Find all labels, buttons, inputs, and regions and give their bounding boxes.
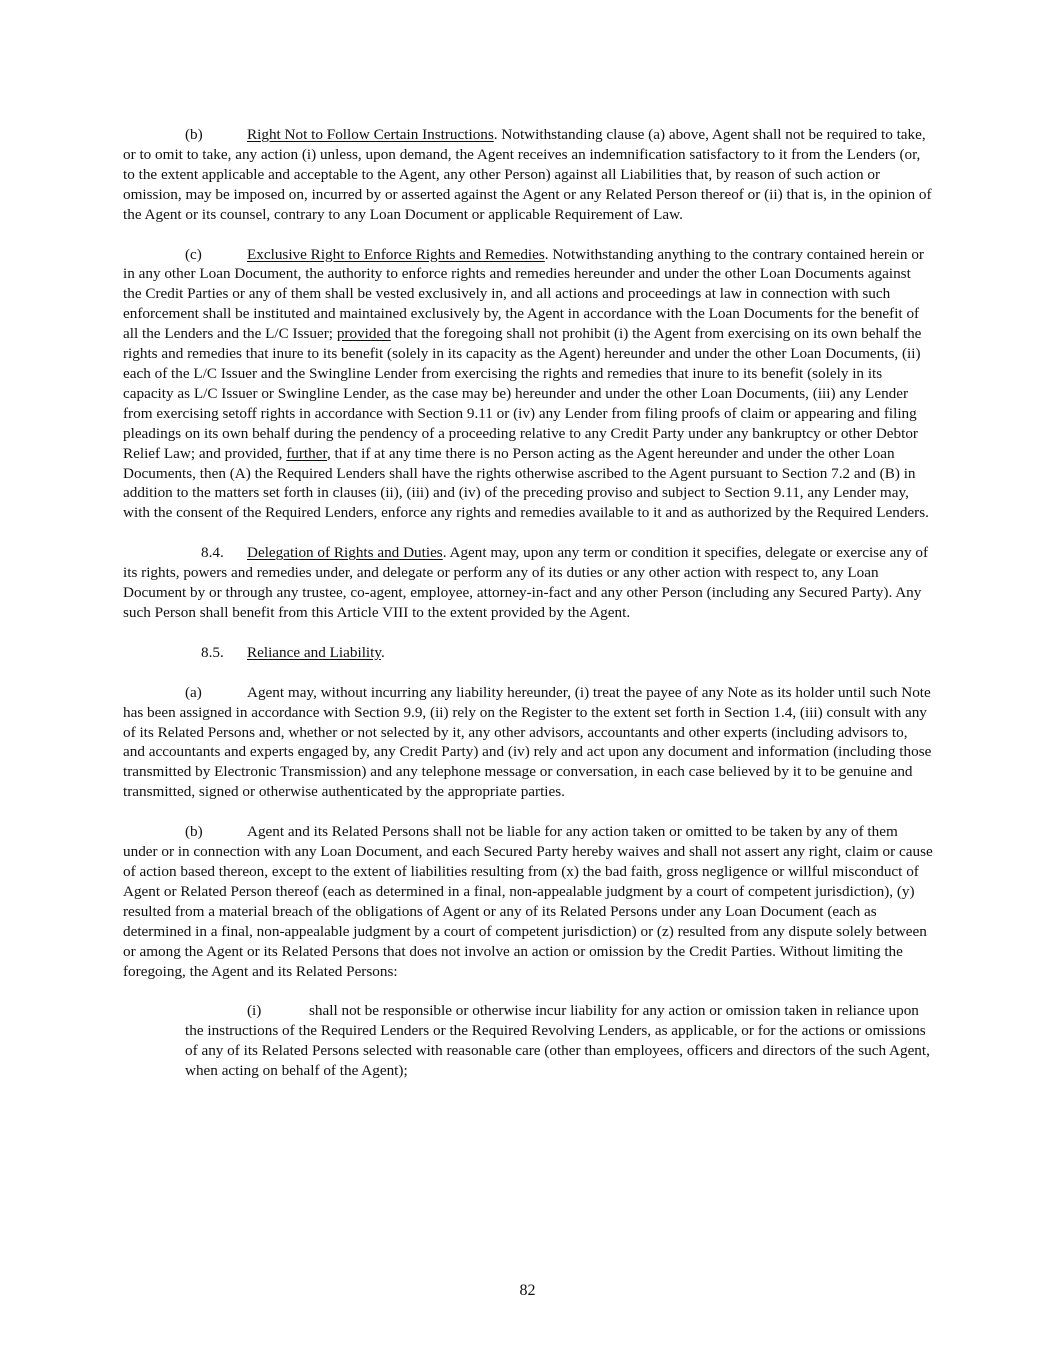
section-number: 8.4. [201, 544, 224, 562]
section-text: . [380, 643, 385, 661]
clause-text: that the foregoing shall not prohibit (i) the Agent from exercising on its own behalf the rights and remedies that inure to its benefit (solely in its capacity as the Agent) hereunder and under the other Loan Documents, (ii) each of the L/C Issuer and the Swingline Lender from exercising the rights and remedies that inure to its benefit (solely in its capacity as L/C Issuer or Swingline Lender, as the case may be) hereunder and under the other Loan Documents, (iii) any Lender from exercising setoff rights in accordance with Section 9.11 or (iv) any Lender from filing proofs of claim or appearing and filing pleadings on its own behalf during the pendency of a proceeding relative to any Credit Party under any bankruptcy or other Debtor Relief Law; and provided, [123, 325, 922, 462]
section-8-4-delegation [123, 543, 933, 623]
paragraph-b-right-not-to-follow [123, 125, 933, 225]
clause-label: (a) [185, 683, 202, 701]
clause-heading: Right Not to Follow Certain Instructions [247, 126, 494, 143]
clause-heading: Exclusive Right to Enforce Rights and Remedies [247, 245, 545, 263]
document-body [123, 125, 933, 1101]
clause-text: Agent and its Related Persons shall not be liable for any action taken or omitted to be taken by any of them under or in connection with any Loan Document, and each Secured Party hereby waives and shall not assert any right, claim or cause of action based thereon, except to the extent of liabilities resulting from (x) the bad faith, gross negligence or willful misconduct of Agent or Related Person thereof (each as determined in a final, non-appealable judgment by a court of competent jurisdiction), (y) resulted from a material breach of the obligations of Agent or any of its Related Persons under any Loan Document (each as determined in a final, non-appealable judgment by a court of competent jurisdiction) or (z) resulted from any dispute solely between or among the Agent or its Related Persons that does not involve an action or omission by the Credit Parties. Without limiting the foregoing, the Agent and its Related Persons: [123, 823, 933, 980]
provided-term: provided [336, 325, 391, 343]
clause-text: , that if at any time there is no Person acting as the Agent hereunder and under the other Loan Documents, then (A) the Required Lenders shall have the rights otherwise ascribed to the Agent pursuant to Section 7.2 and (B) in addition to the matters set forth in clauses (ii), (iii) and (iv) of the preceding proviso and subject to Section 9.11, any Lender may, with the consent of the Required Lenders, enforce any rights and remedies available to it and as authorized by the Required Lenders. [123, 444, 929, 522]
section-8-5-reliance [123, 643, 933, 663]
subparagraph-i-not-responsible [185, 1001, 933, 1081]
clause-label: (b) [185, 126, 203, 143]
paragraph-a-agent-may [123, 683, 933, 802]
section-text: . Agent may, upon any term or condition it specifies, delegate or exercise any of its rights, powers and remedies under, and delegate or perform any of its duties or any other action with respect to, any Loan Document by or through any trustee, co-agent, employee, attorney-in-fact and any other Person (including any Secured Party). Any such Person shall benefit from this Article VIII to the extent provided by the Agent. [123, 544, 928, 621]
section-number: 8.5. [201, 643, 224, 661]
clause-label: (b) [185, 823, 203, 841]
paragraph-c-exclusive-right [123, 245, 933, 524]
clause-label: (c) [185, 245, 202, 263]
clause-text: . Notwithstanding clause (a) above, Agent shall not be required to take, or to omit to take, any action (i) unless, upon demand, the Agent receives an indemnification satisfactory to it from the Lenders (or, to the extent applicable and acceptable to the Agent, any other Person) against all Liabilities that, by reason of such action or omission, may be imposed on, incurred by or asserted against the Agent or any Related Person thereof or (ii) that is, in the opinion of the Agent or its counsel, contrary to any Loan Document or applicable Requirement of Law. [123, 126, 932, 223]
clause-text: shall not be responsible or otherwise incur liability for any action or omission taken in reliance upon the instructions of the Required Lenders or the Required Revolving Lenders, as applicable, or for the actions or omissions of any of its Related Persons selected with reasonable care (other than employees, officers and directors of the such Agent, when acting on behalf of the Agent); [185, 1002, 930, 1080]
clause-text: . Notwithstanding anything to the contrary contained herein or in any other Loan Document, the authority to enforce rights and remedies hereunder and under the other Loan Documents against the Credit Parties or any of them shall be vested exclusively in, and all actions and proceedings at law in connection with such enforcement shall be instituted and maintained exclusively by, the Agent in accordance with the Loan Documents for the benefit of all the Lenders and the L/C Issuer; [123, 245, 924, 343]
section-heading: Delegation of Rights and Duties [247, 544, 443, 562]
further-term: further [286, 444, 327, 462]
paragraph-b-not-liable [123, 822, 933, 981]
section-heading: Reliance and Liability [247, 643, 381, 661]
page-number: 82 [519, 1282, 536, 1299]
clause-label: (i) [247, 1002, 262, 1020]
clause-text: Agent may, without incurring any liability hereunder, (i) treat the payee of any Note as its holder until such Note has been assigned in accordance with Section 9.9, (ii) rely on the Register to the extent set forth in Section 1.4, (iii) consult with any of its Related Persons and, whether or not selected by it, any other advisors, accountants and other experts (including advisors to, and accountants and experts engaged by, any Credit Party) and (iv) rely and act upon any document and information (including those transmitted by Electronic Transmission) and any telephone message or conversation, in each case believed by it to be genuine and transmitted, signed or otherwise authenticated by the appropriate parties. [123, 683, 932, 801]
